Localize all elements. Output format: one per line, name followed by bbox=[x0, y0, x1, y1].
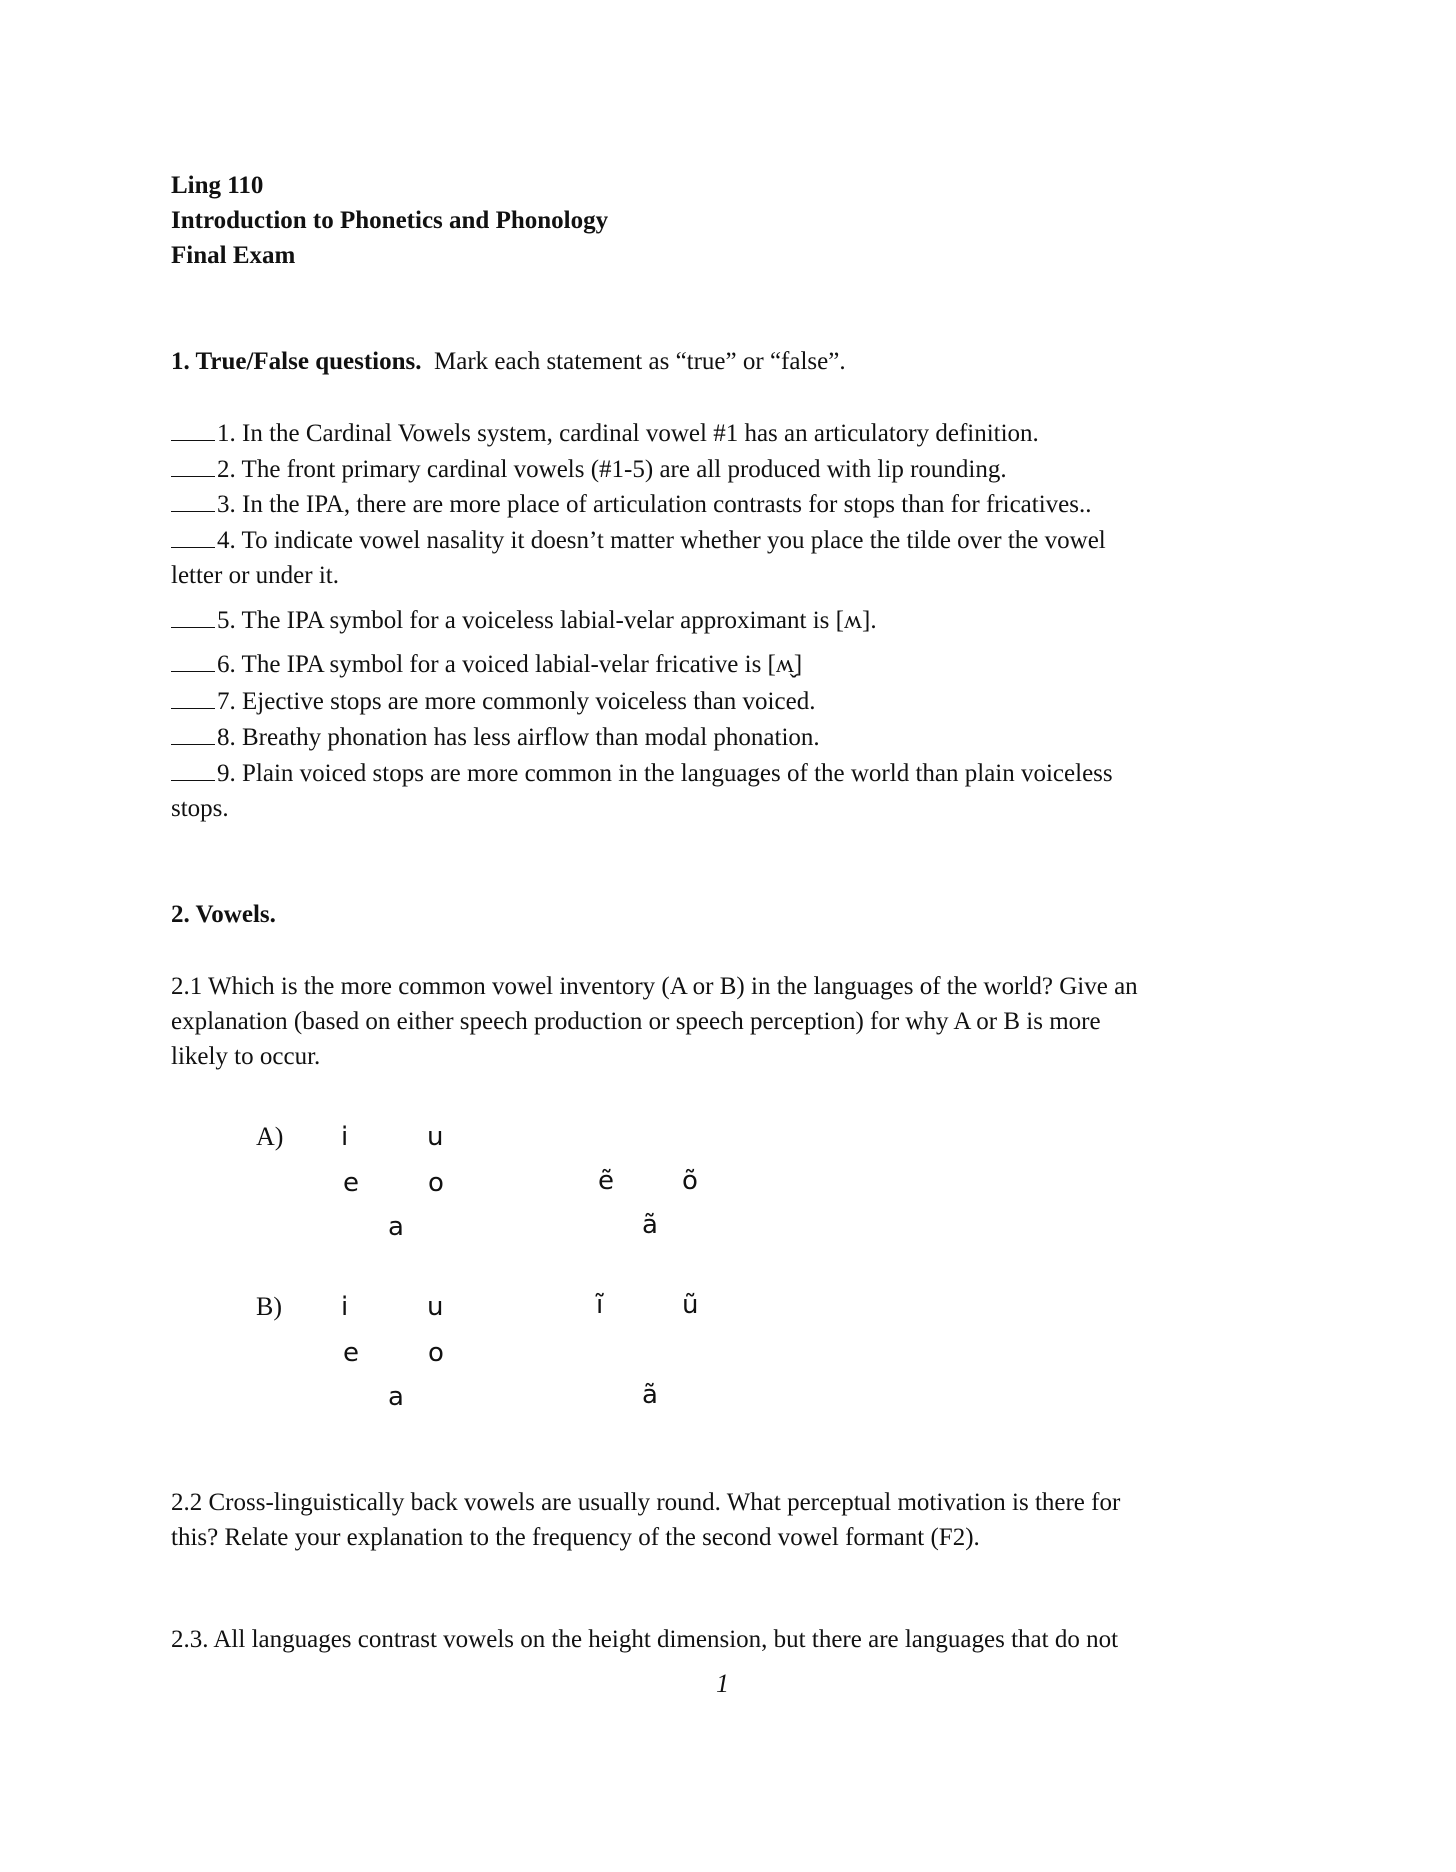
question-text: 8. Breathy phonation has less airflow than modal phonation. bbox=[217, 724, 820, 751]
course-title: Introduction to Phonetics and Phonology bbox=[171, 207, 609, 234]
question-2-1-line-1: 2.1 Which is the more common vowel inventory (A or B) in the languages of the world? Give an bbox=[171, 973, 1138, 1000]
tf-question-5 bbox=[171, 606, 877, 636]
vowel-a: a bbox=[388, 1382, 404, 1412]
section1-instruction: Mark each statement as “true” or “false”. bbox=[434, 348, 846, 375]
question-2-1-line-2: explanation (based on either speech production or speech perception) for why A or B is more bbox=[171, 1008, 1101, 1035]
tf-question-6 bbox=[171, 650, 802, 680]
tf-question-2 bbox=[171, 455, 1007, 485]
question-text: 5. The IPA symbol for a voiceless labial-velar approximant is [ʍ]. bbox=[217, 607, 877, 634]
answer-blank[interactable] bbox=[171, 688, 215, 709]
vowel-i: i bbox=[341, 1122, 349, 1152]
question-text: 2. The front primary cardinal vowels (#1-5) are all produced with lip rounding. bbox=[217, 456, 1007, 483]
question-2-3-line-1: 2.3. All languages contrast vowels on the height dimension, but there are languages that do not bbox=[171, 1626, 1119, 1653]
vowel-nasal-a: ã bbox=[642, 1380, 658, 1410]
question-text: 4. To indicate vowel nasality it doesn’t matter whether you place the tilde over the vowel bbox=[217, 527, 1106, 554]
tf-question-1 bbox=[171, 419, 1039, 449]
question-text: 7. Ejective stops are more commonly voiceless than voiced. bbox=[217, 688, 816, 715]
question-2-2-line-2: this? Relate your explanation to the frequency of the second vowel formant (F2). bbox=[171, 1524, 980, 1551]
page-number: 1 bbox=[716, 1669, 729, 1698]
tf-question-4 bbox=[171, 526, 1106, 556]
section2-heading: 2. Vowels. bbox=[171, 901, 276, 928]
question-text: 1. In the Cardinal Vowels system, cardinal vowel #1 has an articulatory definition. bbox=[217, 420, 1039, 447]
vowel-e: e bbox=[343, 1168, 359, 1198]
question-text: 6. The IPA symbol for a voiced labial-velar fricative is [ʍ̬] bbox=[217, 651, 803, 678]
tf-question-7 bbox=[171, 687, 815, 717]
vowel-i: i bbox=[341, 1292, 349, 1322]
vowel-nasal-i: ĩ bbox=[596, 1290, 604, 1320]
answer-blank[interactable] bbox=[171, 607, 215, 628]
question-text: 9. Plain voiced stops are more common in the languages of the world than plain voiceless bbox=[217, 760, 1113, 787]
vowel-o: o bbox=[428, 1338, 444, 1368]
question-text: 3. In the IPA, there are more place of articulation contrasts for stops than for fricatives.. bbox=[217, 491, 1092, 518]
course-number: Ling 110 bbox=[171, 172, 264, 199]
tf-question-9-continuation: stops. bbox=[171, 795, 229, 822]
tf-question-8 bbox=[171, 723, 820, 753]
vowel-o: o bbox=[428, 1168, 444, 1198]
answer-blank[interactable] bbox=[171, 491, 215, 512]
answer-blank[interactable] bbox=[171, 651, 215, 672]
vowel-e: e bbox=[343, 1338, 359, 1368]
answer-blank[interactable] bbox=[171, 456, 215, 477]
answer-blank[interactable] bbox=[171, 724, 215, 745]
vowel-u: u bbox=[427, 1122, 444, 1152]
vowel-nasal-a: ã bbox=[642, 1210, 658, 1240]
vowel-nasal-o: õ bbox=[682, 1166, 698, 1196]
tf-question-9 bbox=[171, 759, 1113, 789]
section1-heading-line bbox=[171, 347, 846, 377]
tf-question-3 bbox=[171, 490, 1091, 520]
inventory-b-label: B) bbox=[256, 1292, 282, 1321]
inventory-a-label: A) bbox=[256, 1122, 284, 1151]
question-2-2-line-1: 2.2 Cross-linguistically back vowels are usually round. What perceptual motivation is there for bbox=[171, 1489, 1121, 1516]
section1-heading: 1. True/False questions. bbox=[171, 348, 422, 375]
answer-blank[interactable] bbox=[171, 527, 215, 548]
tf-question-4-continuation: letter or under it. bbox=[171, 562, 339, 589]
exam-title: Final Exam bbox=[171, 242, 296, 269]
answer-blank[interactable] bbox=[171, 420, 215, 441]
vowel-a: a bbox=[388, 1212, 404, 1242]
answer-blank[interactable] bbox=[171, 760, 215, 781]
vowel-nasal-e: ẽ bbox=[598, 1166, 614, 1196]
vowel-nasal-u: ũ bbox=[682, 1290, 699, 1320]
vowel-u: u bbox=[427, 1292, 444, 1322]
question-2-1-line-3: likely to occur. bbox=[171, 1043, 321, 1070]
